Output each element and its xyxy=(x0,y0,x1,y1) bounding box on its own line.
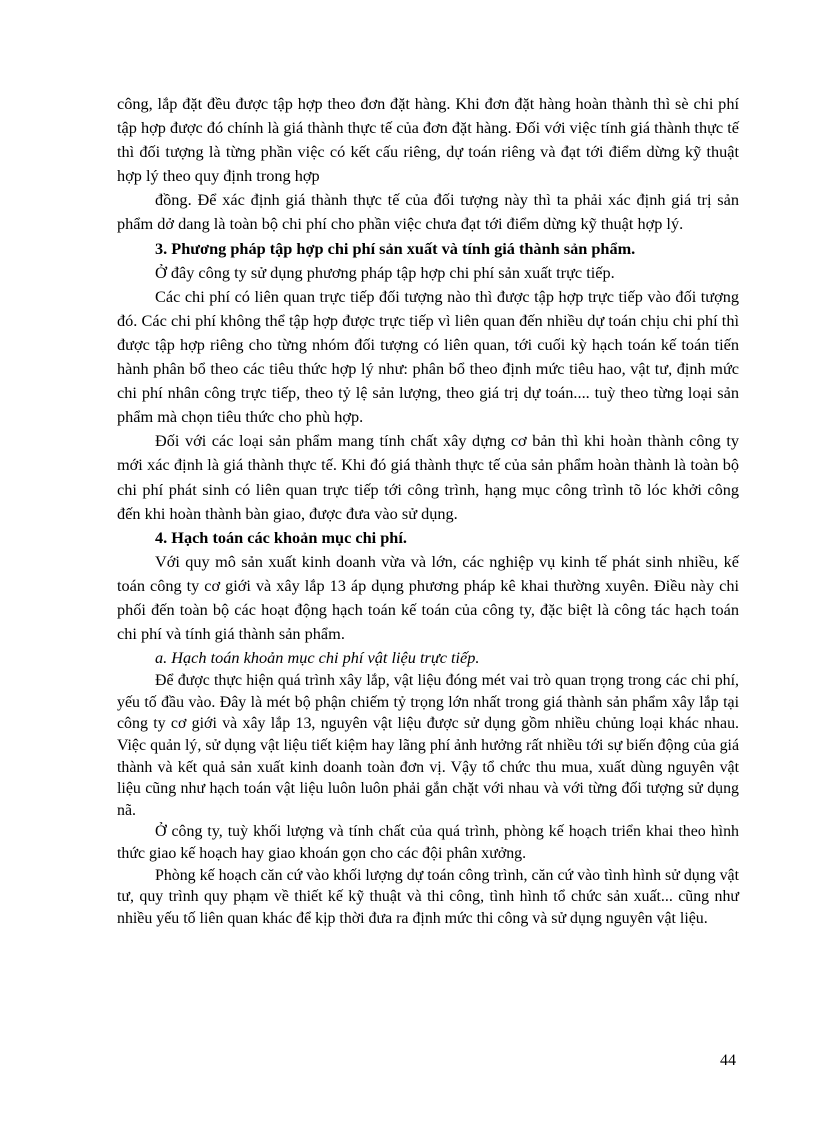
paragraph-direct-costs: Các chi phí có liên quan trực tiếp đối tượng nào thì được tập hợp trực tiếp vào đối tượng đó. Các chi phí không thể tập hợp được trực tiếp vì liên quan đến nhiều dự toán chịu chi phí thì được tập hợp riêng cho từng nhóm đối tượng có liên quan, tới cuối kỳ hạch toán kế toán tiến hành phân bổ theo các tiêu thức hợp lý như: phân bổ theo định mức tiêu hao, vật tư, định mức chi phí nhân công trực tiếp, theo tỷ lệ sản lượng, theo giá trị dự toán.... tuỳ theo từng loại sản phẩm mà chọn tiêu thức cho phù hợp. xyxy=(117,286,739,427)
subsection-heading-a: a. Hạch toán khoản mục chi phí vật liệu trực tiếp. xyxy=(155,648,480,668)
document-page xyxy=(117,92,739,929)
section-heading-3: 3. Phương pháp tập hợp chi phí sản xuất và tính giá thành sản phẩm. xyxy=(155,238,636,258)
section-heading-4: 4. Hạch toán các khoản mục chi phí. xyxy=(155,527,407,547)
paragraph-planning: Phòng kế hoạch căn cứ vào khối lượng dự toán công trình, căn cứ vào tình hình sử dụng vật tư, quy trình quy phạm về thiết kế kỹ thuật và thi công, tình hình tổ chức sản xuất... cũng như nhiều yếu tố liên quan khác để kịp thời đưa ra định mức thi công và sử dụng nguyên vật liệu. xyxy=(117,866,739,927)
paragraph-contract: đồng. Để xác định giá thành thực tế của đối tượng này thì ta phải xác định giá trị sản phẩm dở dang là toàn bộ chi phí cho phần việc chưa đạt tới điểm dừng kỹ thuật hợp lý. xyxy=(117,190,739,234)
paragraph-materials: Để được thực hiện quá trình xây lắp, vật liệu đóng mét vai trò quan trọng trong các chi phí, yếu tố đầu vào. Đây là mét bộ phận chiếm tỷ trọng lớn nhất trong giá thành sản phẩm xây lắp tại công ty cơ giới và xây lắp 13, nguyên vật liệu được sử dụng gồm nhiều chủng loại khác nhau. Việc quản lý, sử dụng vật liệu tiết kiệm hay lãng phí ảnh hưởng rất nhiều tới sự biến động của giá thành và kết quả sản xuất kinh doanh toàn đơn vị. Vậy tổ chức thu mua, xuất dùng nguyên vật liệu cũng như hạch toán vật liệu luôn luôn phải gắn chặt với nhau và với từng đối tượng sử dụng nã. xyxy=(117,672,739,819)
page-number: 44 xyxy=(720,1052,736,1069)
paragraph-company: Ở công ty, tuỳ khối lượng và tính chất của quá trình, phòng kế hoạch triển khai theo hình thức giao kế hoạch hay giao khoán gọn cho các đội phân xưởng. xyxy=(117,823,739,862)
paragraph-method: Ở đây công ty sử dụng phương pháp tập hợp chi phí sản xuất trực tiếp. xyxy=(155,262,615,282)
paragraph-scale: Với quy mô sản xuất kinh doanh vừa và lớn, các nghiệp vụ kinh tế phát sinh nhiều, kế toán công ty cơ giới và xây lắp 13 áp dụng phương pháp kê khai thường xuyên. Điều này chi phối đến toàn bộ các hoạt động hạch toán kế toán của công ty, đặc biệt là công tác hạch toán chi phí và tính giá thành sản phẩm. xyxy=(117,551,739,644)
paragraph-continuation: công, lắp đặt đều được tập hợp theo đơn đặt hàng. Khi đơn đặt hàng hoàn thành thì sè chi phí tập hợp được đó chính là giá thành thực tế của đơn đặt hàng. Đối với việc tính giá thành thực tế thì đối tượng là từng phần việc có kết cấu riêng, dự toán riêng và đạt tới điểm dừng kỹ thuật hợp lý theo quy định trong hợp xyxy=(117,94,739,186)
paragraph-basic-construction: Đối với các loại sản phẩm mang tính chất xây dựng cơ bản thì khi hoàn thành công ty mới xác định là giá thành thực tế. Khi đó giá thành thực tế của sản phẩm hoàn thành là toàn bộ chi phí phát sinh có liên quan trực tiếp tới công trình, hạng mục công trình tõ lóc khởi công đến khi hoàn thành bàn giao, được đưa vào sử dụng. xyxy=(117,431,739,523)
